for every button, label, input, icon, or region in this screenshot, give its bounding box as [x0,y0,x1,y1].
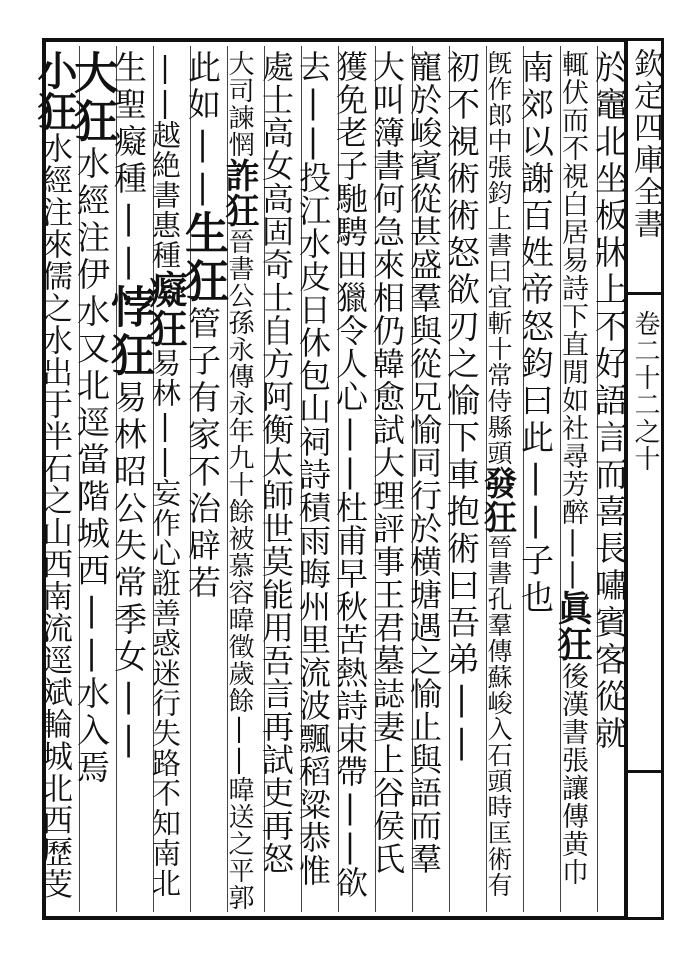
entry-head-dakuang: 大狂 [66,50,117,146]
column-text-part: 此如|| [183,50,222,210]
entry-text: 管子有家不治辟若 [183,306,222,602]
column-text-part: 旣作郎中張鈞上書曰宜斬十常侍縣頭 [484,50,513,466]
column-text: 寵於峻賓從甚盛羣與從兄愉同行於横塘遇之愉止與語而羣 [405,50,443,875]
column-text: 初不視術術怒欲刃之愉下車抱術曰吾弟|| [442,50,481,765]
column-text-part: 輒伏而不視白居易詩下直閒如社尋芳醉|| [557,50,588,590]
entry-head-chikuang: 癡狂 [143,270,188,348]
entry-head-shengkuang: 生狂 [177,210,228,306]
entry-head-xiaokuang: 小狂 [31,50,78,132]
entry-text: 晉書公孫永傳永年九十餘被慕容暐徵歲餘||暐送之平郭 [224,228,254,911]
column-text-part: ||越絶書惠種 [148,50,182,270]
entry-head-zhakuang: 詐狂 [219,158,259,228]
volume-number: 卷二十二之十 [630,310,660,472]
column-text-part: 大司諫惘 [224,50,254,158]
column-text [31,50,77,900]
entry-head-fakuang: 發狂 [479,466,518,534]
entry-text: 水經注來儒之水出于半石之 [36,132,72,516]
entry-text: 晉書孔羣傳蘇峻入石頭時匡術有 [484,534,513,898]
entry-head-beikuang: 悖狂 [103,284,154,380]
column-text-part: 生聖癡種|| [109,50,148,284]
column-text: 南郊以謝百姓帝怒鈞曰此||子也 [516,50,555,617]
entry-text: 易林||妄作心誑善惑迷行失路不知南北 [148,348,182,898]
column-text: 處士高女高固奇士自方阿衡太師世莫能用吾言再試吏再怒 [257,50,295,875]
column-text: 大叫簿書何急來相仍韓愈試大理評事王君墓誌妻上谷侯氏 [368,50,406,875]
column-text-part: 山西南流逕斌輪城北西歷芰 [36,516,72,900]
column-text: 獲免老子馳騁田獵令人心||杜甫早秋苦熱詩束帶||欲 [331,50,369,899]
entry-text: 水經注伊水又北逕當 [72,146,111,479]
book-title: 欽定四庫全書 [628,48,663,240]
column-text: 於竈北坐板牀上不好語言而喜長嘯賓客從就 [590,50,629,753]
text-column-16 [31,50,77,912]
entry-head-zhenkuang: 眞狂 [552,590,593,662]
entry-text: 易林昭公失常季女|| [109,380,148,762]
column-text: 去||投江水皮日休包山祠詩積雨晦州里流波飄稻粱恭惟 [294,50,332,887]
column-text-part: 階城西||水入焉 [72,479,111,787]
entry-text: 後漢書張讓傳黄巾 [557,662,588,886]
